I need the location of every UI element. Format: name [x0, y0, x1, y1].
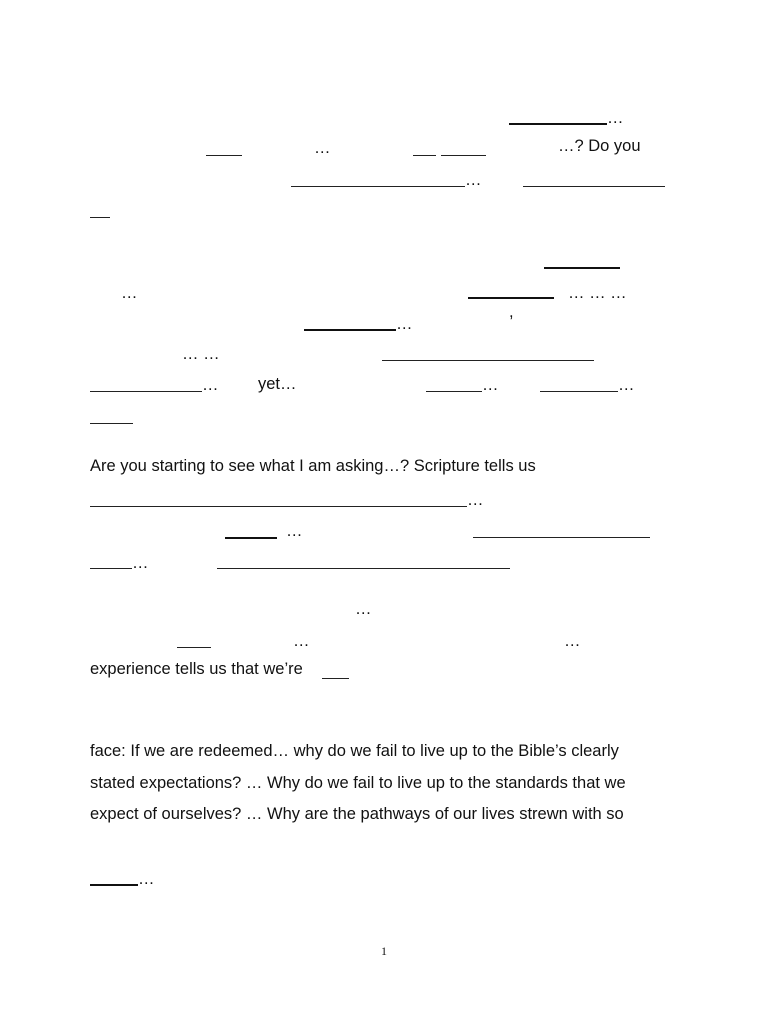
blank-line: [509, 123, 607, 125]
blank-line: [322, 678, 349, 679]
blank-line: [206, 155, 242, 156]
blank-line: [90, 884, 138, 886]
page-number: 1: [381, 944, 387, 958]
experience-line: experience tells us that we’re: [90, 660, 303, 678]
blank-line: [90, 506, 467, 507]
blank-line: [90, 423, 133, 424]
blank-line: [441, 155, 486, 156]
blank-line: [523, 186, 665, 187]
ellipsis: …: [465, 171, 482, 189]
yet-text: yet…: [258, 375, 297, 393]
ellipsis: …: [618, 376, 635, 394]
face-line-2: stated expectations? … Why do we fail to live up to the standards that we: [90, 774, 626, 792]
ellipsis-double: … …: [182, 345, 220, 363]
blank-line: [225, 537, 277, 539]
ellipsis: …: [314, 139, 331, 157]
starting-line: Are you starting to see what I am asking…? Scripture tells us: [90, 457, 536, 475]
blank-line: [426, 391, 482, 392]
ellipsis: …: [396, 315, 413, 333]
ellipsis-triple: … … …: [568, 284, 627, 302]
blank-line: [540, 391, 618, 392]
ellipsis: …: [202, 376, 219, 394]
ellipsis: …: [467, 491, 484, 509]
ellipsis: …: [121, 284, 138, 302]
ellipsis: …: [293, 632, 310, 650]
ellipsis: …: [132, 554, 149, 572]
blank-line: [90, 391, 202, 392]
blank-line: [291, 186, 465, 187]
ellipsis: …: [355, 600, 372, 618]
ellipsis: …: [138, 870, 155, 888]
blank-line: [304, 329, 396, 331]
blank-line: [217, 568, 510, 569]
blank-line: [473, 537, 650, 538]
face-line-3: expect of ourselves? … Why are the pathways of our lives strewn with so: [90, 805, 624, 823]
face-line-1: face: If we are redeemed… why do we fail to live up to the Bible’s clearly: [90, 742, 619, 760]
blank-line: [413, 155, 436, 156]
comma: ,: [509, 303, 514, 321]
ellipsis: …: [482, 376, 499, 394]
ellipsis: …: [607, 109, 624, 127]
blank-line: [177, 647, 211, 648]
blank-line: [468, 297, 554, 299]
blank-line: [90, 568, 132, 569]
do-you-text: …? Do you: [558, 137, 641, 155]
ellipsis: …: [286, 522, 303, 540]
blank-line: [90, 217, 110, 218]
ellipsis: …: [564, 632, 581, 650]
blank-line: [382, 360, 594, 361]
blank-line: [544, 267, 620, 269]
